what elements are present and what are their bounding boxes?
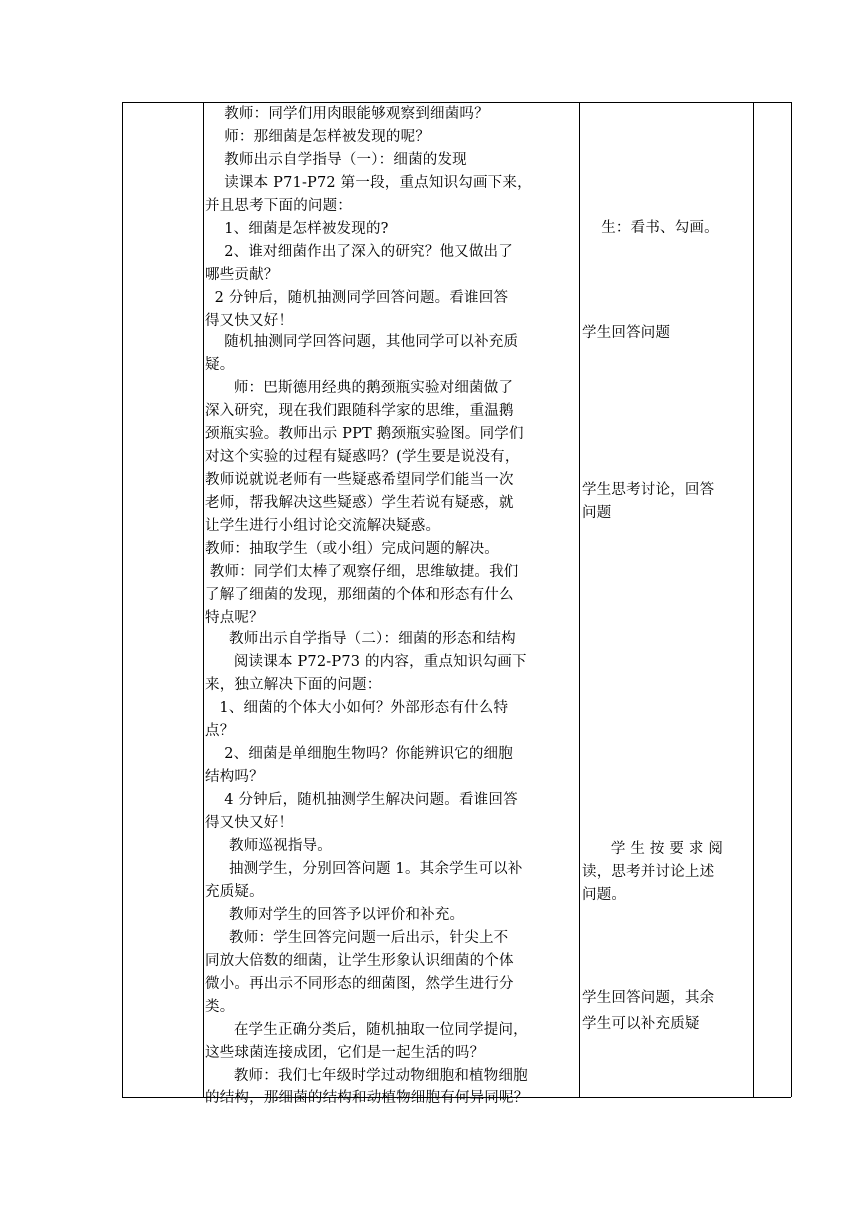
teacher-line: 的结构，那细菌的结构和动植物细胞有何异同呢？ <box>205 1090 529 1106</box>
teacher-line: 对这个实验的过程有疑惑吗？(学生要是说没有， <box>205 449 520 465</box>
empty-left-cell <box>123 102 203 1097</box>
teacher-line: 教师巡视指导。 <box>205 838 332 854</box>
teacher-line: 教师：我们七年级时学过动物细胞和植物细胞 <box>205 1068 528 1084</box>
table-right-border <box>791 102 792 1097</box>
teacher-line: 同放大倍数的细菌，让学生形象认识细菌的个体 <box>205 953 514 969</box>
student-note: 学生回答问题 <box>582 325 671 341</box>
teacher-line: 4 分钟后，随机抽测学生解决问题。看谁回答 <box>205 792 518 808</box>
teacher-line: 点？ <box>205 723 235 739</box>
teacher-line: 颈瓶实验。教师出示 PPT 鹅颈瓶实验图。同学们 <box>205 426 524 442</box>
teacher-line: 阅读课本 P72-P73 的内容，重点知识勾画下 <box>205 654 527 670</box>
teacher-line: 得又快又好！ <box>205 815 294 831</box>
student-activity-cell <box>582 102 752 1097</box>
teacher-line: 疑。 <box>205 357 235 373</box>
teacher-line: 哪些贡献？ <box>205 267 279 283</box>
empty-right-cell <box>754 102 791 1097</box>
student-note: 学生可以补充质疑 <box>582 1016 700 1032</box>
student-note: 生：看书、勾画。 <box>582 220 719 236</box>
student-note: 问题。 <box>582 887 627 903</box>
student-note: 学生回答问题，其余 <box>582 990 715 1006</box>
student-note: 学 生 按 要 求 阅 <box>582 841 724 857</box>
teacher-line: 让学生进行小组讨论交流解决疑惑。 <box>205 518 441 534</box>
teacher-line: 教师对学生的回答予以评价和补充。 <box>205 907 465 923</box>
teacher-line: 抽测学生，分别回答问题 1。其余学生可以补 <box>205 861 523 877</box>
teacher-line: 1、细菌是怎样被发现的? <box>205 221 389 237</box>
teacher-line: 教师：同学们太棒了观察仔细，思维敏捷。我们 <box>205 564 519 580</box>
column-divider-1 <box>203 102 204 1097</box>
teacher-line: 老师，帮我解决这些疑惑）学生若说有疑惑，就 <box>205 495 514 511</box>
teacher-line: 在学生正确分类后，随机抽取一位同学提问， <box>205 1022 528 1038</box>
teacher-line: 师：巴斯德用经典的鹅颈瓶实验对细菌做了 <box>205 380 514 396</box>
teacher-line: 类。 <box>205 999 235 1015</box>
teacher-line: 随机抽测同学回答问题，其他同学可以补充质 <box>205 334 519 350</box>
teacher-line: 1、细菌的个体大小如何？外部形态有什么特 <box>205 700 509 716</box>
teacher-line: 教师：抽取学生（或小组）完成问题的解决。 <box>205 541 499 557</box>
teacher-line: 得又快又好！ <box>205 313 294 329</box>
teacher-line: 教师：学生回答完问题一后出示，针尖上不 <box>205 930 509 946</box>
student-note: 问题 <box>582 505 612 521</box>
teacher-line: 教师：同学们用肉眼能够观察到细菌吗？ <box>205 106 489 122</box>
teacher-line: 2 分钟后，随机抽测同学回答问题。看谁回答 <box>205 290 509 306</box>
teacher-line: 了解了细菌的发现，那细菌的个体和形态有什么 <box>205 587 514 603</box>
teacher-line: 师：那细菌是怎样被发现的呢？ <box>205 129 431 145</box>
teacher-line: 结构吗？ <box>205 769 264 785</box>
teacher-line: 教师出示自学指导（一）：细菌的发现 <box>205 152 467 168</box>
teacher-line: 微小。再出示不同形态的细菌图，然学生进行分 <box>205 976 514 992</box>
teacher-line: 这些球菌连接成团，它们是一起生活的吗？ <box>205 1045 485 1061</box>
teacher-line: 2、谁对细菌作出了深入的研究？他又做出了 <box>205 244 513 260</box>
teacher-line: 深入研究，现在我们跟随科学家的思维，重温鹅 <box>205 403 514 419</box>
teacher-line: 读课本 P71-P72 第一段，重点知识勾画下来， <box>205 175 532 191</box>
column-divider-2 <box>579 102 580 1097</box>
teacher-line: 教师出示自学指导（二）：细菌的形态和结构 <box>205 631 516 647</box>
student-note: 读，思考并讨论上述 <box>582 864 715 880</box>
teacher-line: 教师说就说老师有一些疑惑希望同学们能当一次 <box>205 472 514 488</box>
student-note: 学生思考讨论，回答 <box>582 482 715 498</box>
teacher-line: 并且思考下面的问题： <box>205 198 352 214</box>
teacher-line: 2、细菌是单细胞生物吗？你能辨识它的细胞 <box>205 746 513 762</box>
teacher-line: 充质疑。 <box>205 884 264 900</box>
teacher-activity-cell <box>205 102 579 1106</box>
teacher-line: 特点呢？ <box>205 610 264 626</box>
teacher-line: 来，独立解决下面的问题： <box>205 677 382 693</box>
